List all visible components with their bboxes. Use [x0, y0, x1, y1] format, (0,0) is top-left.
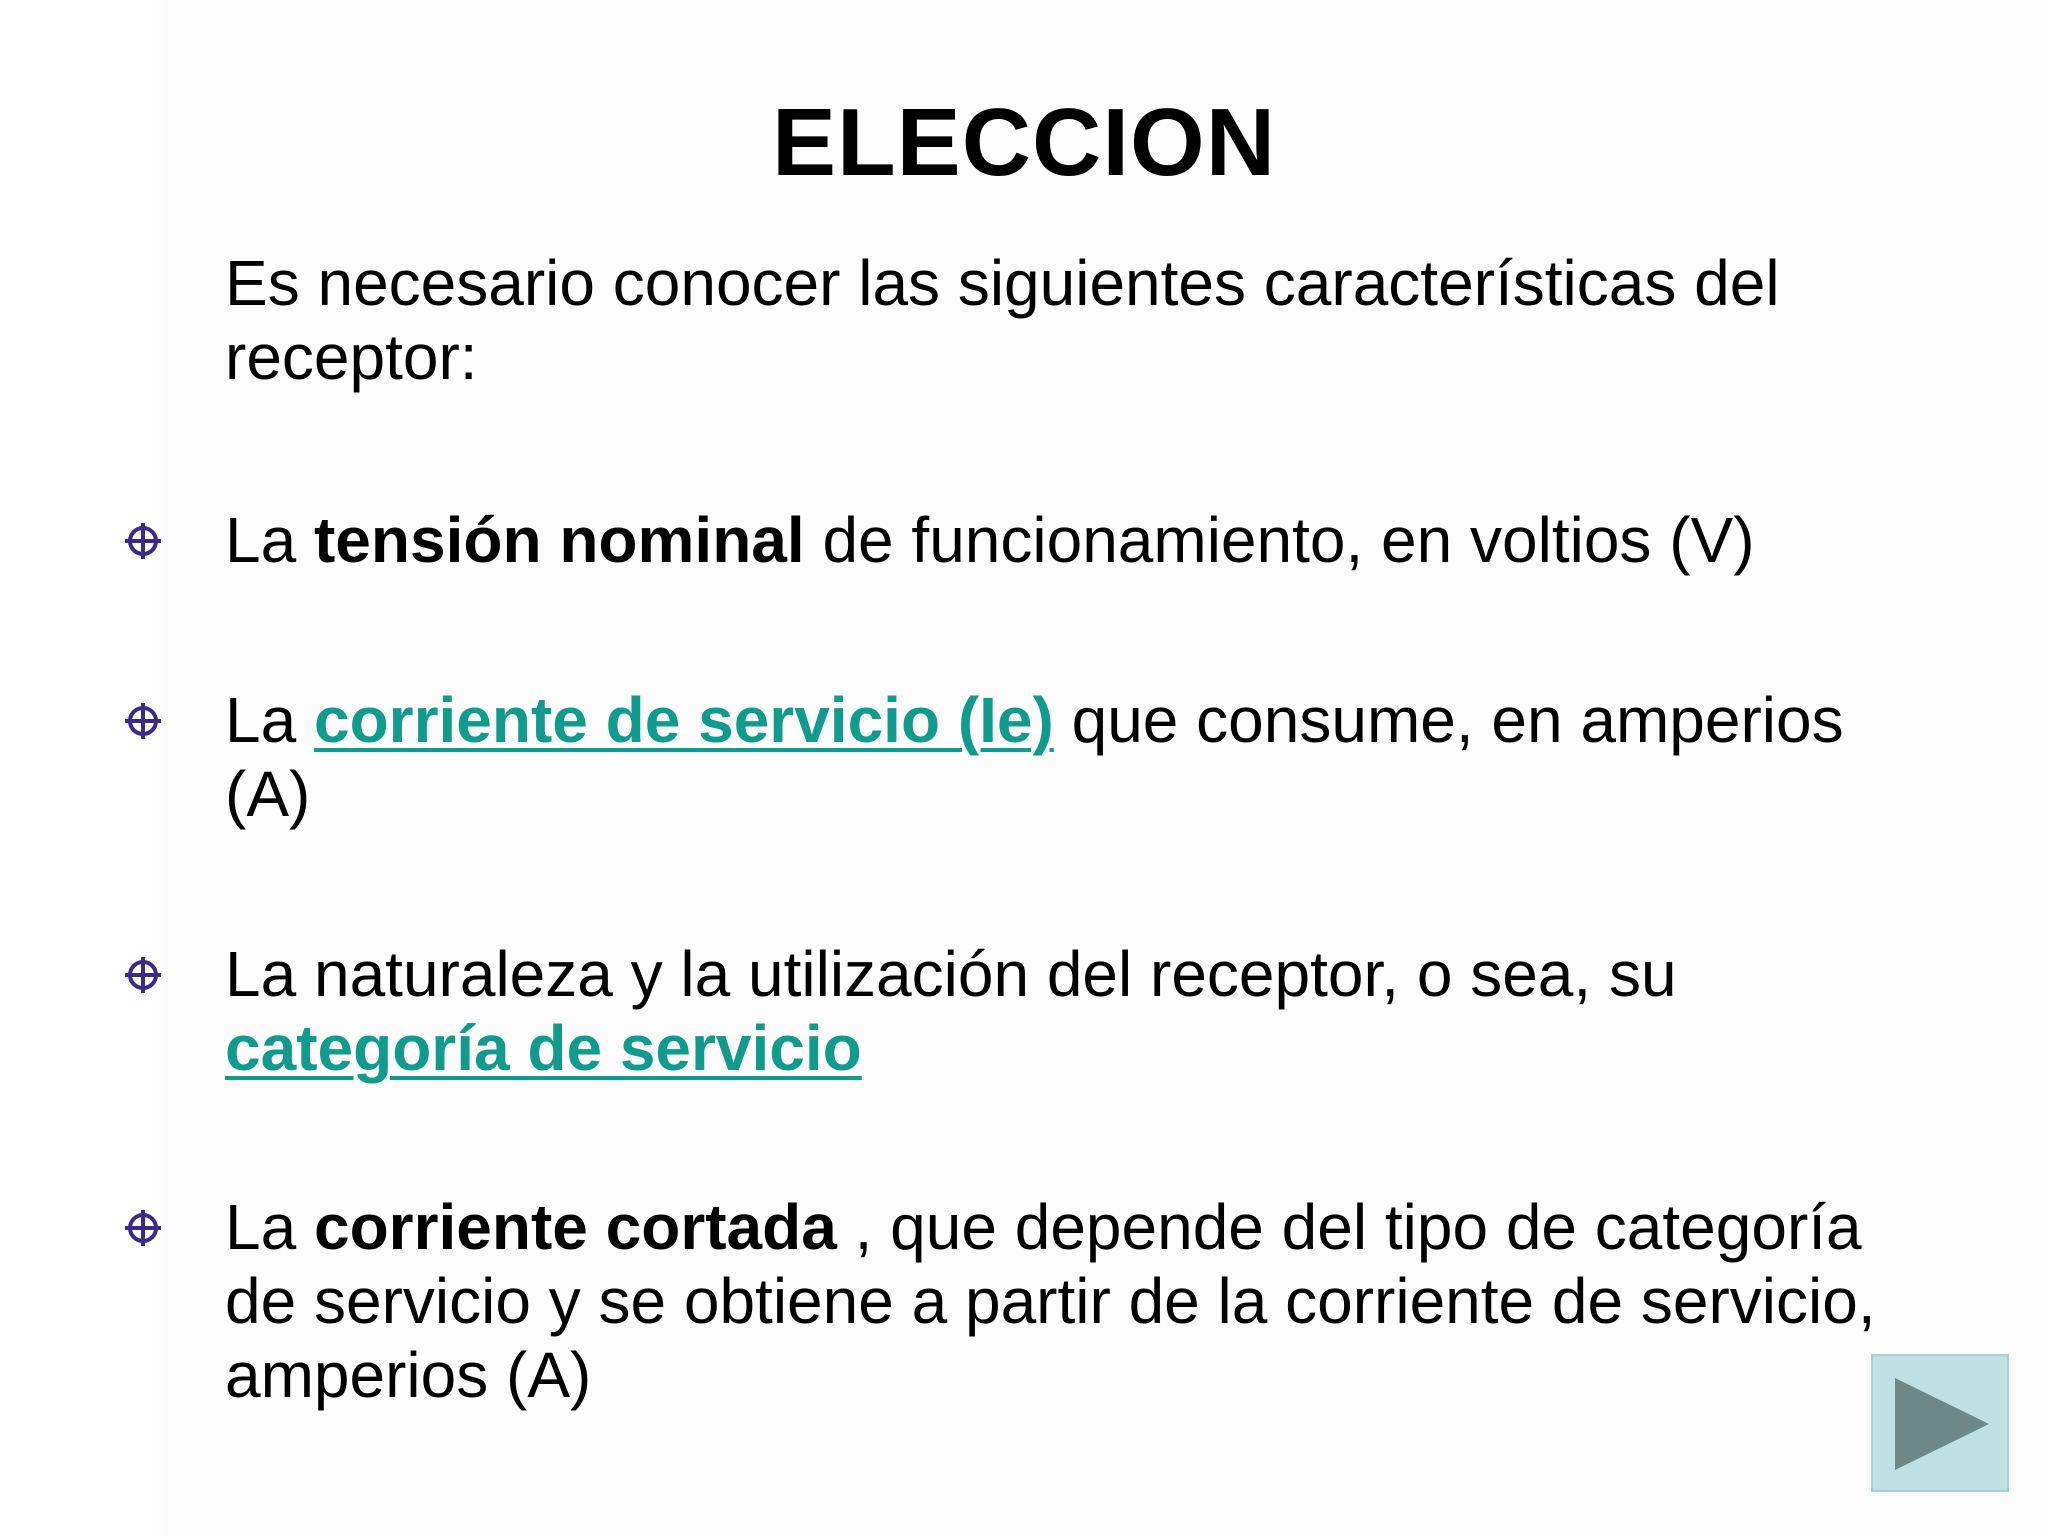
bullet-text-pre: La [225, 504, 314, 576]
crosshair-bullet-icon [123, 955, 163, 995]
bullet-bold-term: tensión nominal [313, 504, 805, 576]
crosshair-bullet-icon [123, 1208, 163, 1248]
bullet-text-pre: La naturaleza y la utilización del receptor, o sea, su [225, 938, 1677, 1010]
next-slide-button[interactable] [1871, 1354, 2009, 1492]
bullet-item-categoria-servicio [225, 937, 1945, 1085]
bullet-text-pre: La [225, 1191, 314, 1263]
bullet-text-pre: La [225, 684, 314, 756]
bullet-text-post: de funcionamiento, en voltios (V) [804, 504, 1755, 576]
bullet-text-post: que consume, en amperios (A) [225, 684, 1844, 830]
bullet-item-corriente-cortada [225, 1190, 1945, 1412]
bullet-item-corriente-servicio [225, 683, 1945, 831]
bullet-text-post: , que depende del tipo de categoría de servicio y se obtiene a partir de la corriente de servicio, amperios (A) [225, 1191, 1876, 1411]
crosshair-bullet-icon [123, 521, 163, 561]
bullet-item-tension-nominal [225, 503, 1945, 577]
intro-text: Es necesario conocer las siguientes características del receptor: [225, 247, 1780, 393]
corriente-de-servicio-link[interactable]: corriente de servicio (Ie) [313, 684, 1054, 756]
bullet-bold-term: corriente cortada [313, 1191, 837, 1263]
play-next-icon [1887, 1370, 1995, 1478]
slide-title: ELECCION [771, 89, 1277, 196]
crosshair-bullet-icon [123, 701, 163, 741]
categoria-de-servicio-link[interactable]: categoría de servicio [225, 1012, 862, 1084]
